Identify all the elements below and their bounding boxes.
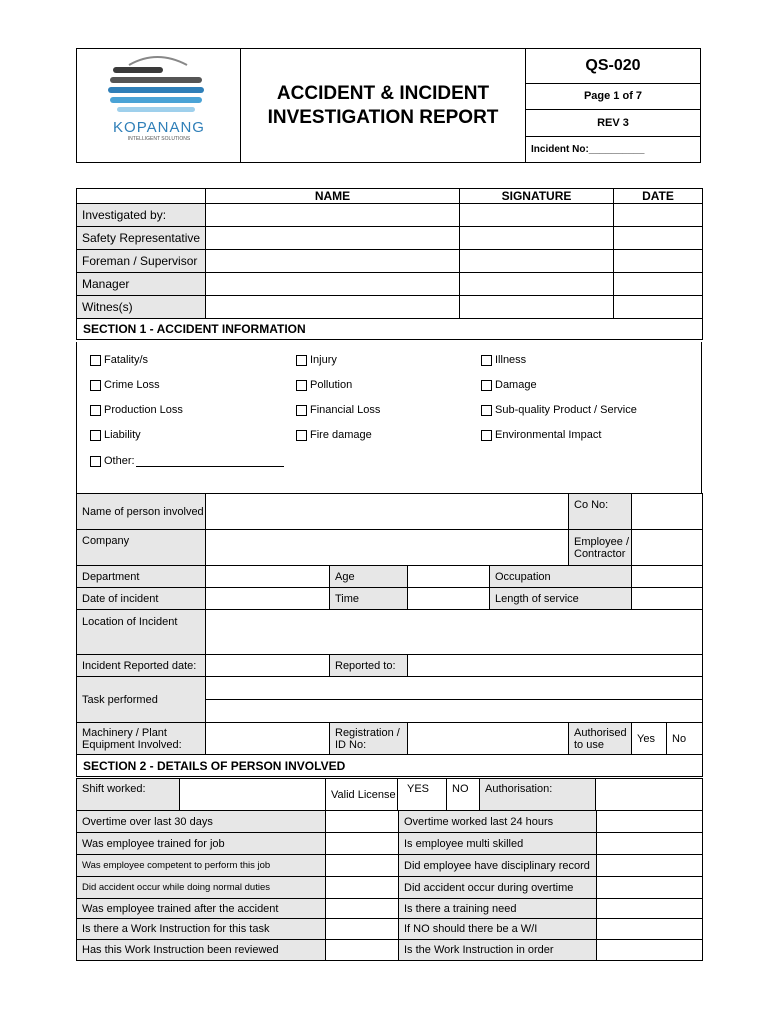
answer-field[interactable] — [597, 940, 703, 961]
machinery-field[interactable] — [206, 723, 330, 755]
checkbox-pollution[interactable] — [296, 379, 352, 391]
title-line-1: ACCIDENT & INCIDENT — [276, 82, 490, 104]
answer-field[interactable] — [326, 855, 399, 877]
header-table — [76, 48, 701, 163]
person-info-table — [76, 493, 703, 777]
label-length-of-service: Length of service — [490, 588, 632, 610]
label-registration: Registration / ID No: — [330, 723, 408, 755]
signoff-label: Investigated by: — [77, 204, 206, 227]
label-department: Department — [77, 566, 206, 588]
checkbox-label: Pollution — [310, 379, 353, 391]
signature-field[interactable] — [460, 296, 614, 319]
checkbox-box[interactable] — [481, 430, 492, 441]
signature-field[interactable] — [460, 227, 614, 250]
checkbox-label: Liability — [104, 429, 141, 441]
col-name: NAME — [206, 189, 460, 204]
label-company: Company — [77, 530, 206, 566]
question-label: Was employee trained for job — [77, 833, 326, 855]
label-shift-worked: Shift worked: — [77, 779, 180, 811]
date-field[interactable] — [614, 273, 703, 296]
question-label: Was employee trained after the accident — [77, 899, 326, 919]
question-label: Is the Work Instruction in order — [399, 940, 597, 961]
reported-to-field[interactable] — [408, 655, 703, 677]
location-field[interactable] — [206, 610, 703, 655]
department-field[interactable] — [206, 566, 330, 588]
checkbox-injury[interactable] — [296, 354, 337, 366]
checkbox-label: Fatality/s — [104, 354, 149, 366]
doc-code: QS-020 — [526, 49, 701, 84]
answer-field[interactable] — [597, 855, 703, 877]
label-employee-contractor: Employee / Contractor — [569, 530, 632, 566]
label-time: Time — [330, 588, 408, 610]
label-date-of-incident: Date of incident — [77, 588, 206, 610]
date-field[interactable] — [614, 227, 703, 250]
name-field[interactable] — [206, 273, 460, 296]
question-label: Has this Work Instruction been reviewed — [77, 940, 326, 961]
person-name-field[interactable] — [206, 494, 569, 530]
checkbox-environmental[interactable] — [481, 429, 601, 441]
date-field[interactable] — [614, 250, 703, 273]
report-title — [241, 49, 526, 163]
label-valid-license: Valid License — [326, 779, 398, 811]
question-label: Overtime over last 30 days — [77, 811, 326, 833]
checkbox-liability[interactable] — [90, 429, 141, 441]
authorisation-field[interactable] — [596, 779, 703, 811]
label-location: Location of Incident — [77, 610, 206, 655]
answer-field[interactable] — [326, 833, 399, 855]
label-authorised-to-use: Authorised to use — [569, 723, 632, 755]
checkbox-label: Fire damage — [310, 429, 372, 441]
answer-field[interactable] — [597, 833, 703, 855]
checkbox-fire-damage[interactable] — [296, 429, 372, 441]
registration-field[interactable] — [408, 723, 569, 755]
checkbox-label: Other: — [104, 455, 135, 467]
signature-field[interactable] — [460, 250, 614, 273]
blank-header — [77, 189, 206, 204]
title-line-2: INVESTIGATION REPORT — [267, 106, 499, 128]
checkbox-box[interactable] — [296, 405, 307, 416]
col-date: DATE — [614, 189, 703, 204]
authorised-no[interactable]: No — [667, 723, 703, 755]
answer-field[interactable] — [597, 899, 703, 919]
label-machinery: Machinery / Plant Equipment Involved: — [77, 723, 206, 755]
answer-field[interactable] — [326, 877, 399, 899]
checkbox-label: Environmental Impact — [495, 429, 602, 441]
answer-field[interactable] — [597, 919, 703, 940]
answer-field[interactable] — [326, 811, 399, 833]
answer-field[interactable] — [326, 919, 399, 940]
section1-title: SECTION 1 - ACCIDENT INFORMATION — [77, 319, 703, 340]
checkbox-box[interactable] — [90, 405, 101, 416]
checkbox-box[interactable] — [296, 380, 307, 391]
question-label: If NO should there be a W/I — [399, 919, 597, 940]
checkbox-other[interactable] — [90, 455, 284, 467]
label-person-name: Name of person involved — [77, 494, 206, 530]
other-field[interactable] — [136, 456, 284, 467]
checkbox-box[interactable] — [481, 405, 492, 416]
signature-field[interactable] — [460, 273, 614, 296]
reported-date-field[interactable] — [206, 655, 330, 677]
task-performed-field-2[interactable] — [206, 700, 703, 723]
company-field[interactable] — [206, 530, 569, 566]
label-occupation: Occupation — [490, 566, 632, 588]
checkbox-production-loss[interactable] — [90, 404, 183, 416]
checkbox-label: Sub-quality Product / Service — [495, 404, 637, 416]
page-number: Page 1 of 7 — [526, 83, 701, 109]
checkbox-label: Financial Loss — [310, 404, 381, 416]
name-field[interactable] — [206, 250, 460, 273]
label-age: Age — [330, 566, 408, 588]
incident-no: Incident No:__________ — [526, 136, 701, 163]
time-field[interactable] — [408, 588, 490, 610]
checkbox-label: Illness — [495, 354, 527, 366]
date-field[interactable] — [614, 204, 703, 227]
employee-contractor-field[interactable] — [632, 530, 703, 566]
signoff-label: Manager — [77, 273, 206, 296]
answer-field[interactable] — [326, 899, 399, 919]
logo-tagline: INTELLIGENT SOLUTIONS — [127, 136, 191, 142]
checkbox-label: Injury — [310, 354, 337, 366]
checkbox-fatality[interactable] — [90, 354, 148, 366]
label-task-performed: Task performed — [77, 677, 206, 723]
signoff-table — [76, 188, 703, 340]
name-field[interactable] — [206, 227, 460, 250]
question-label: Was employee competent to perform this job — [77, 855, 326, 877]
checkbox-box[interactable] — [90, 456, 101, 467]
signoff-label: Witnes(s) — [77, 296, 206, 319]
checkbox-box[interactable] — [296, 430, 307, 441]
name-field[interactable] — [206, 204, 460, 227]
signature-field[interactable] — [460, 204, 614, 227]
question-label: Is there a Work Instruction for this task — [77, 919, 326, 940]
checkbox-box[interactable] — [481, 380, 492, 391]
kopanang-logo — [77, 49, 241, 159]
signoff-label: Safety Representative — [77, 227, 206, 250]
occupation-field[interactable] — [632, 566, 703, 588]
answer-field[interactable] — [597, 811, 703, 833]
checkbox-damage[interactable] — [481, 379, 537, 391]
checkbox-box[interactable] — [296, 355, 307, 366]
license-no[interactable]: NO — [447, 779, 480, 811]
date-field[interactable] — [614, 296, 703, 319]
question-label: Did accident occur during overtime — [399, 877, 597, 899]
checkbox-label: Production Loss — [104, 404, 183, 416]
answer-field[interactable] — [597, 877, 703, 899]
question-label: Did employee have disciplinary record — [399, 855, 597, 877]
logo-cell — [77, 49, 241, 163]
logo-company: KOPANANG — [113, 119, 205, 136]
answer-field[interactable] — [326, 940, 399, 961]
section2-title: SECTION 2 - DETAILS OF PERSON INVOLVED — [77, 755, 703, 777]
accident-type-checkboxes — [76, 342, 702, 494]
checkbox-sub-quality[interactable] — [481, 404, 637, 416]
authorised-yes[interactable]: Yes — [632, 723, 667, 755]
task-performed-field-1[interactable] — [206, 677, 703, 700]
label-authorisation: Authorisation: — [480, 779, 596, 811]
checkbox-box[interactable] — [90, 430, 101, 441]
question-label: Did accident occur while doing normal duties — [77, 877, 326, 899]
question-label: Is there a training need — [399, 899, 597, 919]
license-yes[interactable]: YES — [398, 779, 447, 811]
checkbox-box[interactable] — [481, 355, 492, 366]
checkbox-financial-loss[interactable] — [296, 404, 380, 416]
age-field[interactable] — [408, 566, 490, 588]
name-field[interactable] — [206, 296, 460, 319]
length-of-service-field[interactable] — [632, 588, 703, 610]
question-label: Overtime worked last 24 hours — [399, 811, 597, 833]
question-label: Is employee multi skilled — [399, 833, 597, 855]
checkbox-box[interactable] — [90, 380, 101, 391]
label-co-no: Co No: — [569, 494, 632, 530]
section2-table — [76, 778, 703, 811]
revision: REV 3 — [526, 110, 701, 136]
label-reported-to: Reported to: — [330, 655, 408, 677]
label-reported-date: Incident Reported date: — [77, 655, 206, 677]
checkbox-crime-loss[interactable] — [90, 379, 160, 391]
date-of-incident-field[interactable] — [206, 588, 330, 610]
checkbox-label: Crime Loss — [104, 379, 160, 391]
shift-worked-field[interactable] — [180, 779, 326, 811]
col-signature: SIGNATURE — [460, 189, 614, 204]
signoff-label: Foreman / Supervisor — [77, 250, 206, 273]
checkbox-box[interactable] — [90, 355, 101, 366]
questions-table — [76, 810, 703, 961]
checkbox-label: Damage — [495, 379, 537, 391]
checkbox-illness[interactable] — [481, 354, 526, 366]
co-no-field[interactable] — [632, 494, 703, 530]
